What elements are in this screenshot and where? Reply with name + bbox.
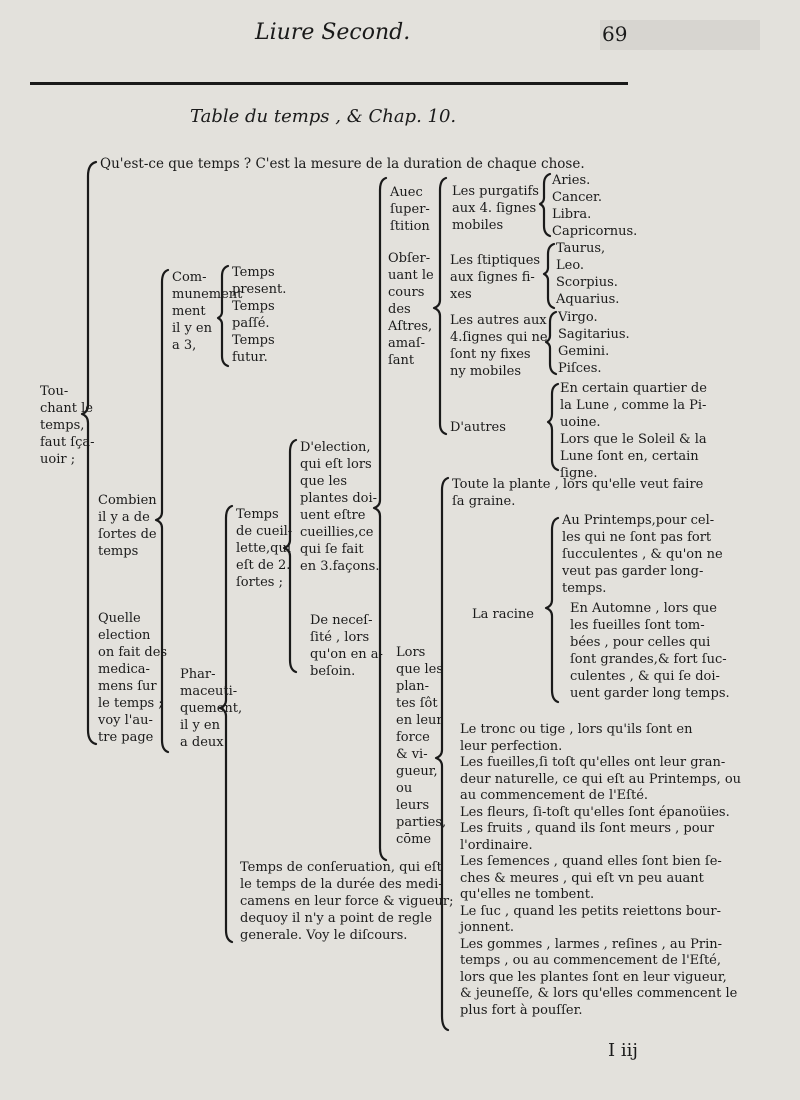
plant-parts-brace — [436, 478, 448, 1030]
superstition-brace — [434, 178, 446, 434]
others-label: D'autres — [450, 420, 506, 435]
mobile-signs-brace — [540, 174, 550, 236]
others-brace — [548, 384, 558, 470]
other-signs-group: Les autres aux 4.ſignes qui ne ſont ny fixes ny mobiles — [450, 313, 548, 379]
root-label: La racine — [472, 607, 534, 622]
running-title: Liure Second. — [255, 20, 411, 45]
main-brace — [82, 162, 96, 744]
styptics: Les ſtiptiques aux ſignes fi- xes — [450, 253, 541, 302]
definition-line: Qu'est-ce que temps ? C'est la mesure de la duration de chaque chose. — [100, 156, 585, 172]
others-conditions: En certain quartier de la Lune , comme la Pi- uoine. Lors que le Soleil & la Lune ſont en, certain ſigne. — [560, 381, 707, 481]
with-superstition: Auec ſuper- ſtition — [390, 185, 430, 234]
plant-parts-list: Le tronc ou tige , lors qu'ils ſont en leur perfection. Les fueilles,ſi toſt qu'elles ont leur gran- deur naturelle, ce qui eſt au Printemps, ou au commencement de l'Eſté. Les fleurs, ſi-toſt qu'elles ſont épanoüies. Les fruits , quand ils ſont meurs , pour l'ordinaire. Les ſemences , quand elles ſont bien ſe- ches & meures , qui eſt vn peu auant qu'elles ne tombent. Le ſuc , quand les petits reiettons bour- jonnent. Les gommes , larmes , reſines , au Prin- temps , ou au commencement de l'Eſté, lors que les plantes ſont en leur vigueur, & jeuneſſe, & lors qu'elles commencent le plus fort à pouſſer. — [460, 722, 742, 1018]
pharma-brace — [220, 506, 232, 942]
root-autumn: En Automne , lors que les fueilles ſont tom- bées , pour celles qui ſont grandes,& fort ſuc- culentes , & qui ſe doi- uent garder long temps. — [570, 601, 730, 701]
tenses-brace — [218, 266, 228, 366]
harvest-brace — [284, 440, 296, 672]
by-necessity: De neceſ- ſité , lors qu'on en a- beſoin. — [310, 613, 383, 679]
root-spring: Au Printemps,pour cel- les qui ne ſont pas fort ſucculentes , & qu'on ne veut pas garder long- temps. — [562, 513, 723, 596]
commonly-label: Com- munement ment il y en a 3, — [172, 270, 243, 353]
whole-plant: Toute la plante , lors qu'elle veut faire ſa graine. — [452, 477, 704, 509]
harvest-time: Temps de cueil- lette,qui eſt de 2. ſortes ; — [236, 507, 293, 590]
mutable-signs: Virgo. Sagitarius. Gemini. Piſces. — [558, 310, 630, 376]
when-plants-vigorous: Lors que les plan- tes ſôt en leur force & vi- gueur, ou leurs parties, cōme — [396, 645, 447, 847]
by-election: D'election, qui eſt lors que les plantes doi- uent eſtre cueillies,ce qui ſe fait en 3.façons. — [300, 440, 380, 574]
three-tenses-list: Temps present. Temps paſſé. Temps futur. — [232, 265, 287, 365]
fixed-signs: Taurus, Leo. Scorpius. Aquarius. — [556, 241, 620, 307]
pharmaceutically: Phar- maceuti- quement, il y en a deux — [180, 667, 243, 750]
election-brace — [374, 178, 386, 860]
how-many-kinds: Combien il y a de ſortes de temps — [98, 493, 157, 559]
which-election: Quelle election on fait des medica- mens ſur le temps ; voy l'au- tre page — [98, 611, 168, 745]
page-number: 69 — [602, 22, 628, 46]
kinds-brace — [156, 270, 168, 752]
fixed-signs-brace — [544, 244, 554, 308]
root-brace — [546, 518, 558, 702]
mutable-signs-brace — [546, 312, 556, 374]
left-label: Tou- chant le temps, faut ſça- uoir ; — [40, 384, 95, 467]
signature-mark: I iij — [608, 1040, 638, 1061]
mobile-signs: Aries. Cancer. Libra. Capricornus. — [552, 173, 638, 239]
conservation-time: Temps de conſeruation, qui eſt le temps de la durée des medi- camens en leur force & vigueur; dequoy il n'y a point de regle generale. Voy le diſcours. — [240, 860, 454, 943]
observing-stars: Obſer- uant le cours des Aſtres, amaſ- ſant — [388, 251, 434, 368]
purgatives: Les purgatifs aux 4. ſignes mobiles — [452, 184, 539, 233]
table-title: Table du temps , & Chap. 10. — [190, 106, 457, 127]
